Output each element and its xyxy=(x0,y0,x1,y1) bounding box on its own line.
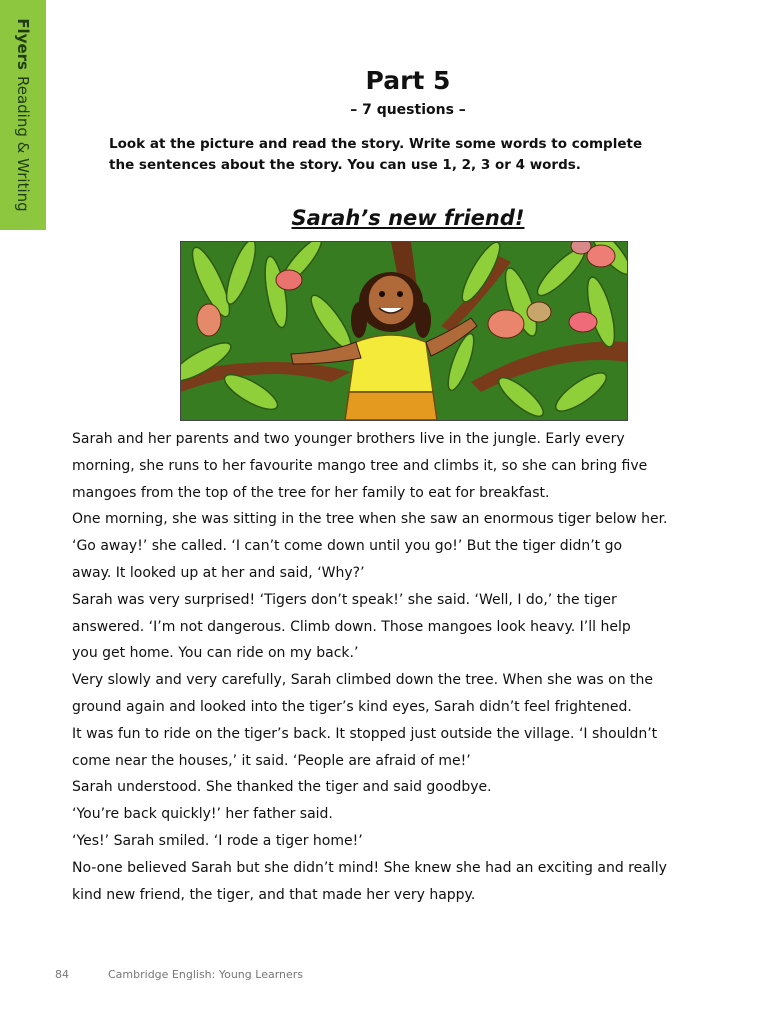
instruction-line: the sentences about the story. You can use 1, 2, 3 or 4 words. xyxy=(109,157,581,173)
story-line: Sarah was very surprised! ‘Tigers don’t speak!’ she said. ‘Well, I do,’ the tiger xyxy=(72,591,617,608)
story-line: ground again and looked into the tiger’s kind eyes, Sarah didn’t feel frightened. xyxy=(72,698,632,715)
story-line: ‘Go away!’ she called. ‘I can’t come down until you go!’ But the tiger didn’t go xyxy=(72,538,623,555)
section-label: Reading & Writing xyxy=(14,75,32,212)
page-number: 84 xyxy=(55,968,69,981)
story-line: mangoes from the top of the tree for her family to eat for breakfast. xyxy=(72,484,550,501)
story-text xyxy=(72,426,712,908)
story-title: Sarah’s new friend! xyxy=(291,206,525,230)
mango-tree-illustration xyxy=(181,242,627,420)
story-line: come near the houses,’ it said. ‘People are afraid of me!’ xyxy=(72,752,471,769)
publication-name: Cambridge English: Young Learners xyxy=(108,968,304,981)
story-line: ‘You’re back quickly!’ her father said. xyxy=(72,806,333,823)
story-line: away. It looked up at her and said, ‘Why?’ xyxy=(72,564,365,581)
question-count: – 7 questions – xyxy=(350,102,466,118)
instructions xyxy=(109,134,729,176)
story-line: ‘Yes!’ Sarah smiled. ‘I rode a tiger home!’ xyxy=(72,832,363,849)
story-line: kind new friend, the tiger, and that made her very happy. xyxy=(72,886,476,903)
story-line: Sarah and her parents and two younger brothers live in the jungle. Early every xyxy=(72,431,625,447)
story-illustration xyxy=(180,241,628,421)
story-line: One morning, she was sitting in the tree when she saw an enormous tiger below her. xyxy=(72,511,668,528)
story-line: answered. ‘I’m not dangerous. Climb down. Those mangoes look heavy. I’ll help xyxy=(72,618,631,635)
part-title: Part 5 xyxy=(365,66,451,95)
instruction-line: Look at the picture and read the story. Write some words to complete xyxy=(109,136,643,152)
story-line: you get home. You can ride on my back.’ xyxy=(72,645,359,662)
story-line: It was fun to ride on the tiger’s back. It stopped just outside the village. ‘I shouldn’t xyxy=(72,725,658,742)
story-line: No-one believed Sarah but she didn’t mind! She knew she had an exciting and really xyxy=(72,859,667,876)
level-label: Flyers xyxy=(14,18,32,70)
story-line: morning, she runs to her favourite mango tree and climbs it, so she can bring five xyxy=(72,457,648,474)
story-line: Very slowly and very carefully, Sarah climbed down the tree. When she was on the xyxy=(72,672,654,689)
story-line: Sarah understood. She thanked the tiger and said goodbye. xyxy=(72,779,492,796)
